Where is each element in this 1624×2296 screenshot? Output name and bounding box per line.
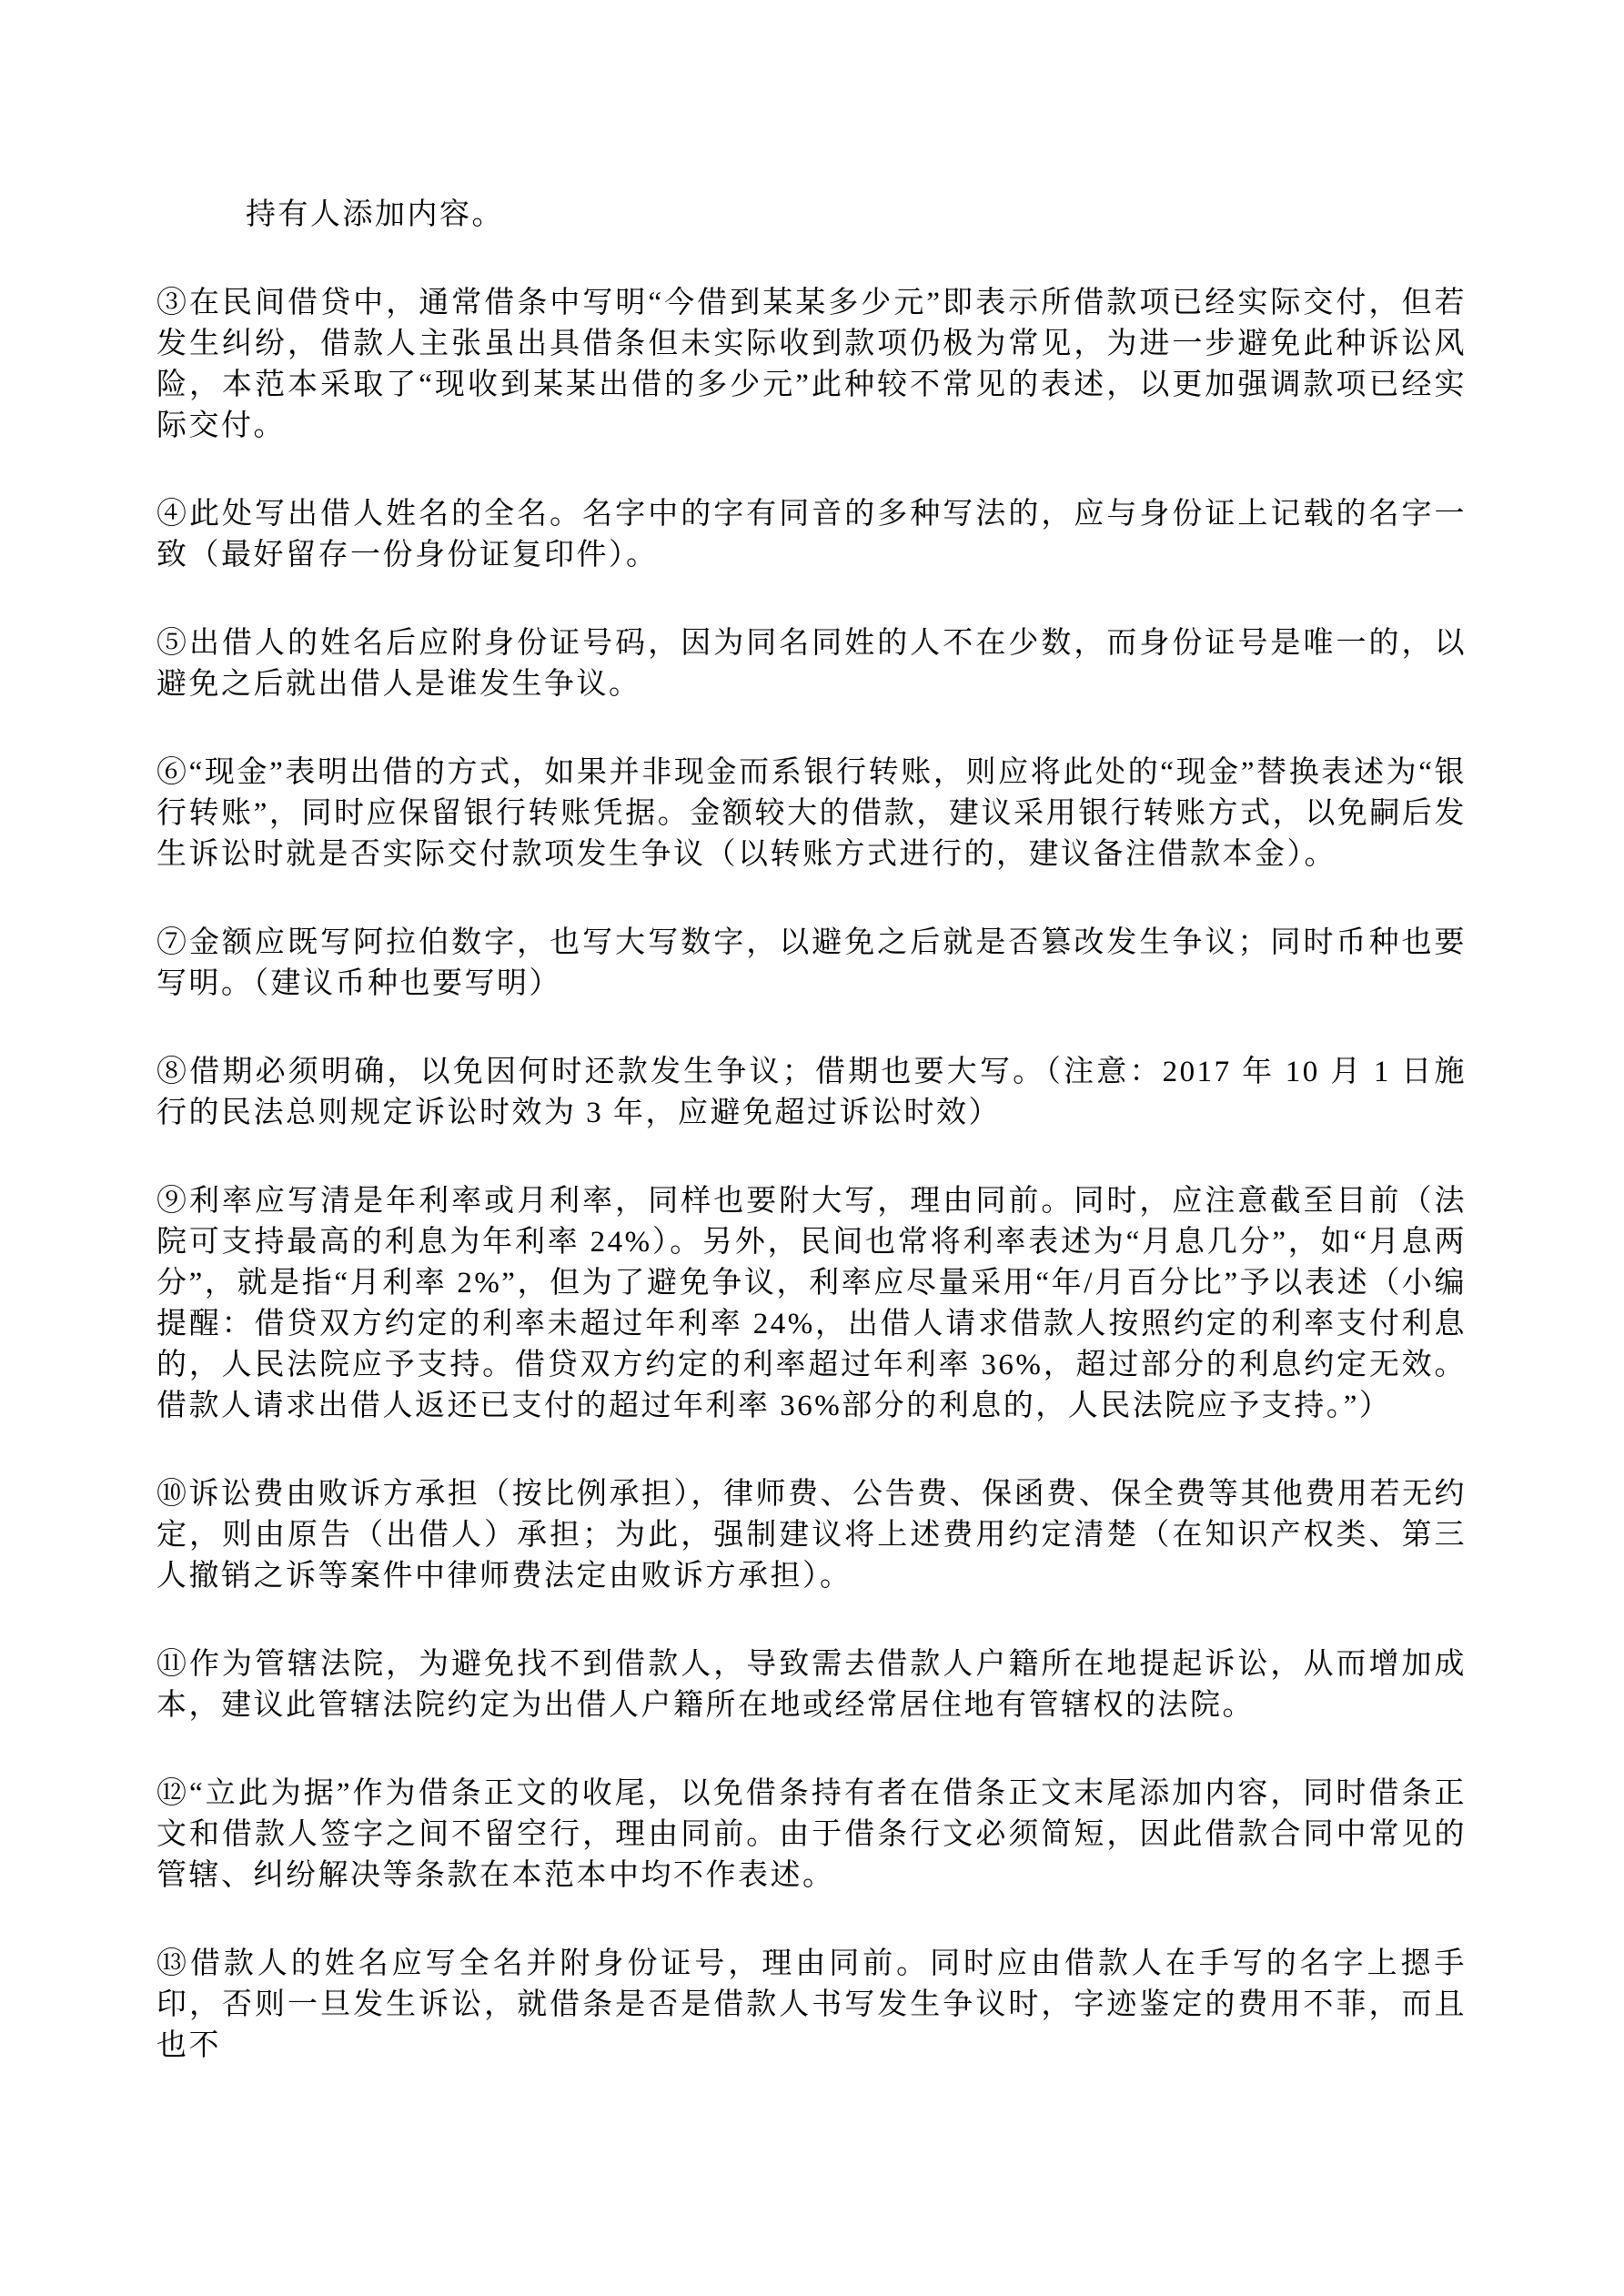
paragraph-note-8: ⑧借期必须明确，以免因何时还款发生争议；借期也要大写。（注意：2017 年 10 月 1 日施行的民法总则规定诉讼时效为 3 年，应避免超过诉讼时效） <box>156 1056 1468 1129</box>
paragraph-continuation: 持有人添加内容。 <box>246 198 504 231</box>
paragraph-note-5: ⑤出借人的姓名后应附身份证号码，因为同名同姓的人不在少数，而身份证号是唯一的，以避免之后就出借人是谁发生争议。 <box>156 627 1467 701</box>
paragraph-note-11: ⑪作为管辖法院，为避免找不到借款人，导致需去借款人户籍所在地提起诉讼，从而增加成本，建议此管辖法院约定为出借人户籍所在地或经常居住地有管辖权的法院。 <box>156 1648 1467 1722</box>
paragraph-note-6: ⑥“现金”表明出借的方式，如果并非现金而系银行转账，则应将此处的“现金”替换表述为“银行转账”，同时应保留银行转账凭据。金额较大的借款，建议采用银行转账方式，以免嗣后发生诉讼时就是否实际交付款项发生争议（以转账方式进行的，建议备注借款本金）。 <box>156 756 1467 871</box>
paragraph-note-10: ⑩诉讼费由败诉方承担（按比例承担），律师费、公告费、保函费、保全费等其他费用若无约定，则由原告（出借人）承担；为此，强制建议将上述费用约定清楚（在知识产权类、第三人撤销之诉等案件中律师费法定由败诉方承担）。 <box>156 1478 1467 1593</box>
paragraph-note-12: ⑫“立此为据”作为借条正文的收尾，以免借条持有者在借条正文末尾添加内容，同时借条正文和借款人签字之间不留空行，理由同前。由于借条行文必须简短，因此借款合同中常见的管辖、纠纷解决等条款在本范本中均不作表述。 <box>156 1777 1467 1892</box>
paragraph-note-4: ④此处写出借人姓名的全名。名字中的字有同音的多种写法的，应与身份证上记载的名字一致（最好留存一份身份证复印件）。 <box>156 498 1467 571</box>
paragraph-note-9: ⑨利率应写清是年利率或月利率，同样也要附大写，理由同前。同时，应注意截至目前（法院可支持最高的利息为年利率 24%）。另外，民间也常将利率表述为“月息几分”，如“月息两分”，就是指“月利率 2%”，但为了避免争议，利率应尽量采用“年/月百分比”予以表述（小编提醒：借贷双方约定的利率未超过年利率 24%，出借人请求借款人按照约定的利率支付利息的，人民法院应予支持。借贷双方约定的利率超过年利率 36%，超过部分的利息约定无效。借款人请求出借人返还已支付的超过年利率 36%部分的利息的，人民法院应予支持。”） <box>156 1185 1467 1422</box>
paragraph-note-7: ⑦金额应既写阿拉伯数字，也写大写数字，以避免之后就是否篡改发生争议；同时币种也要写明。（建议币种也要写明） <box>156 926 1467 1000</box>
paragraph-note-13: ⑬借款人的姓名应写全名并附身份证号，理由同前。同时应由借款人在手写的名字上摁手印，否则一旦发生诉讼，就借条是否是借款人书写发生争议时，字迹鉴定的费用不菲，而且也不 <box>156 1947 1467 2062</box>
paragraph-note-3: ③在民间借贷中，通常借条中写明“今借到某某多少元”即表示所借款项已经实际交付，但若发生纠纷，借款人主张虽出具借条但未实际收到款项仍极为常见，为进一步避免此种诉讼风险，本范本采取了“现收到某某出借的多少元”此种较不常见的表述，以更加强调款项已经实际交付。 <box>156 287 1467 442</box>
